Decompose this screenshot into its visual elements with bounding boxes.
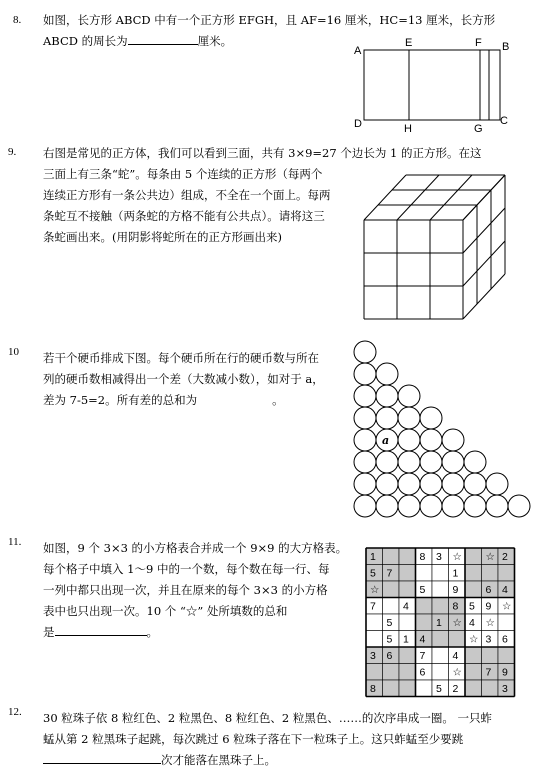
problem-10-number: 10 <box>8 346 19 358</box>
label-h: H <box>404 123 412 135</box>
sudoku-cell <box>416 598 433 615</box>
sudoku-grid <box>366 548 515 697</box>
problem-10-line-1: 若干个硬币排成下图。每个硬币所在行的硬币数与所在 <box>43 351 319 365</box>
coin <box>354 473 376 495</box>
sudoku-cell <box>465 548 482 565</box>
sudoku-given-number: 4 <box>452 650 459 662</box>
label-e: E <box>405 37 413 49</box>
sudoku-given-number: 5 <box>386 617 393 629</box>
problem-12-number: 12. <box>8 706 22 718</box>
sudoku-star-cell: ☆ <box>502 600 512 613</box>
sudoku-cell <box>383 581 400 598</box>
problem-8-line-1: 如图，长方形 ABCD 中有一个正方形 EFGH，且 AF=16 厘米，HC=13 厘米，长方形 <box>43 13 496 27</box>
coin <box>398 385 420 407</box>
problem-10-line-2: 列的硬币数相减得出一个差（大数减小数），如对于 a， <box>43 372 324 386</box>
problem-9-line-1: 右图是常见的正方体，我们可以看到三面，共有 3×9=27 个边长为 1 的正方形。在这 <box>43 146 482 160</box>
sudoku-given-number: 9 <box>485 600 492 613</box>
coin <box>354 385 376 407</box>
label-b: B <box>502 41 510 53</box>
coin <box>420 473 442 495</box>
sudoku-given-number: 7 <box>370 600 376 613</box>
sudoku-star-cell: ☆ <box>452 617 462 629</box>
sudoku-cell <box>399 680 416 697</box>
sudoku-cell <box>432 631 449 648</box>
sudoku-given-number: 4 <box>403 600 409 613</box>
sudoku-star-cell: ☆ <box>452 666 462 679</box>
sudoku-given-number: 4 <box>502 584 508 596</box>
sudoku-cell <box>498 565 515 582</box>
sudoku-given-number: 6 <box>386 650 393 662</box>
sudoku-cell <box>416 680 433 697</box>
coin <box>420 495 442 517</box>
cube-right-line <box>463 175 505 220</box>
sudoku-cell <box>482 565 499 582</box>
coin-label-a: a <box>382 434 390 447</box>
sudoku-cell <box>465 680 482 697</box>
sudoku-cell <box>482 647 499 664</box>
sudoku-cell <box>465 647 482 664</box>
sudoku-cell <box>366 664 383 681</box>
sudoku-given-number: 6 <box>502 633 508 646</box>
sudoku-cell <box>383 680 400 697</box>
coin <box>442 495 464 517</box>
sudoku-given-number: 3 <box>502 683 508 695</box>
problem-11-line-5-text: 是 <box>43 625 55 639</box>
coin <box>508 495 530 517</box>
sudoku-cell <box>366 614 383 631</box>
problem-9-line-2: 三面上有三条“蛇”。每条由 5 个连续的正方形（每两个 <box>43 167 323 181</box>
sudoku-cell <box>465 581 482 598</box>
sudoku-star-cell: ☆ <box>485 617 495 629</box>
sudoku-given-number: 7 <box>485 666 492 679</box>
sudoku-cell <box>432 598 449 615</box>
label-d: D <box>354 118 362 130</box>
sudoku-given-number: 3 <box>370 650 376 662</box>
coin <box>376 407 398 429</box>
coin <box>442 451 464 473</box>
problem-11-line-3: 一列中都只出现一次，并且在原来的每个 3×3 的小方格 <box>43 583 328 597</box>
sudoku-cell <box>432 581 449 598</box>
problem-12-line-1: 30 粒珠子依 8 粒红色、2 粒黑色、8 粒红色、2 粒黑色、……的次序串成一圈。 一只蚱 <box>43 711 492 725</box>
problem-9-line-4: 条蛇互不接触（两条蛇的方格不能有公共点）。请将这三 <box>43 209 325 223</box>
sudoku-cell <box>432 647 449 664</box>
sudoku-cell <box>465 664 482 681</box>
cube-top-line <box>430 175 472 220</box>
sudoku-cell <box>482 680 499 697</box>
sudoku-star-cell: ☆ <box>485 551 495 563</box>
sudoku-cell <box>498 614 515 631</box>
sudoku-given-number: 6 <box>419 666 426 679</box>
problem-12-line-3-text: 次才能落在黑珠子上。 <box>161 753 276 767</box>
sudoku-cell <box>399 548 416 565</box>
cube-right-line <box>463 274 505 319</box>
coin-triangle-figure <box>354 341 530 517</box>
cube-top-line <box>397 175 439 220</box>
sudoku-given-number: 9 <box>452 584 459 596</box>
coin <box>398 407 420 429</box>
sudoku-cell <box>399 581 416 598</box>
sudoku-given-number: 1 <box>403 633 409 646</box>
cube-right-line <box>463 208 505 253</box>
sudoku-given-number: 4 <box>419 633 426 646</box>
coin <box>442 473 464 495</box>
coin <box>398 473 420 495</box>
problem-9-number: 9. <box>8 146 17 158</box>
sudoku-cell <box>399 664 416 681</box>
coin <box>398 429 420 451</box>
coin <box>354 429 376 451</box>
sudoku-given-number: 7 <box>386 567 393 580</box>
rectangle-figure <box>364 50 500 120</box>
problem-11-line-5-end: 。 <box>146 625 158 639</box>
sudoku-cell <box>432 565 449 582</box>
problem-11-line-1: 如图，9 个 3×3 的小方格表合并成一个 9×9 的大方格表。 <box>43 541 348 555</box>
cube-top-line <box>364 175 406 220</box>
sudoku-cell <box>383 664 400 681</box>
problem-9-line-5: 条蛇画出来。(用阴影将蛇所在的正方形画出来) <box>43 230 282 244</box>
coin <box>354 363 376 385</box>
sudoku-given-number: 9 <box>502 666 508 679</box>
sudoku-given-number: 8 <box>419 551 426 563</box>
sudoku-given-number: 8 <box>452 600 459 613</box>
sudoku-cell <box>416 614 433 631</box>
sudoku-given-number: 5 <box>370 567 376 580</box>
sudoku-cell <box>399 647 416 664</box>
coin <box>354 341 376 363</box>
sudoku-given-number: 3 <box>436 551 442 563</box>
sudoku-given-number: 2 <box>452 683 459 695</box>
problem-10-line-3-end: 。 <box>272 393 284 407</box>
coin <box>354 495 376 517</box>
sudoku-cell <box>449 631 466 648</box>
sudoku-cell <box>383 548 400 565</box>
problem-8-line-2-text: ABCD 的周长为 <box>43 34 128 48</box>
coin <box>398 451 420 473</box>
problem-12-line-2: 蜢从第 2 粒黑珠子起跳，每次跳过 6 粒珠子落在下一粒珠子上。这只蚱蜢至少要跳 <box>43 732 464 746</box>
problem-8-line-2-end: 厘米。 <box>197 34 233 48</box>
sudoku-given-number: 2 <box>502 551 508 563</box>
label-f: F <box>475 37 482 49</box>
coin <box>464 473 486 495</box>
sudoku-given-number: 5 <box>436 683 442 695</box>
sudoku-given-number: 1 <box>370 551 376 563</box>
coin <box>442 429 464 451</box>
sudoku-cell <box>416 565 433 582</box>
coin <box>354 451 376 473</box>
sudoku-given-number: 6 <box>485 584 492 596</box>
cube-figure <box>364 175 505 319</box>
sudoku-given-number: 7 <box>419 650 426 662</box>
sudoku-given-number: 4 <box>469 617 475 629</box>
sudoku-star-cell: ☆ <box>370 584 380 596</box>
sudoku-given-number: 3 <box>485 633 492 646</box>
coin <box>376 451 398 473</box>
sudoku-given-number: 8 <box>370 683 376 695</box>
sudoku-given-number: 5 <box>469 600 475 613</box>
sudoku-star-cell: ☆ <box>452 551 462 563</box>
cube-right-line <box>463 241 505 286</box>
sudoku-cell <box>399 565 416 582</box>
sudoku-given-number: 1 <box>452 567 459 580</box>
coin <box>486 495 508 517</box>
coin <box>464 495 486 517</box>
coin <box>464 451 486 473</box>
sudoku-cell <box>465 565 482 582</box>
sudoku-given-number: 5 <box>386 633 393 646</box>
sudoku-cell <box>383 598 400 615</box>
problem-8-number: 8. <box>13 14 22 26</box>
coin <box>398 495 420 517</box>
problem-11-line-2: 每个格子中填入 1～9 中的一个数，每个数在每一行、每 <box>43 562 330 576</box>
coin <box>420 451 442 473</box>
sudoku-given-number: 5 <box>419 584 426 596</box>
coin <box>420 429 442 451</box>
coin <box>376 495 398 517</box>
sudoku-cell <box>399 614 416 631</box>
coin <box>486 473 508 495</box>
sudoku-given-number: 1 <box>436 617 442 629</box>
label-a: A <box>354 45 362 57</box>
coin <box>376 473 398 495</box>
problem-9-line-3: 连续正方形有一条公共边）组成，不全在一个面上。每两 <box>43 188 331 202</box>
coin <box>354 407 376 429</box>
sudoku-cell <box>498 647 515 664</box>
label-g: G <box>474 123 483 135</box>
sudoku-cell <box>432 664 449 681</box>
problem-11-number: 11. <box>8 536 22 548</box>
sudoku-cell <box>366 631 383 648</box>
sudoku-star-cell: ☆ <box>469 633 479 646</box>
coin <box>420 407 442 429</box>
coin <box>376 385 398 407</box>
coin <box>376 363 398 385</box>
problem-10-line-3-text: 差为 7-5=2。所有差的总和为 <box>43 393 198 407</box>
label-c: C <box>500 115 508 127</box>
problem-11-line-4: 表中也只出现一次。10 个 “☆” 处所填数的总和 <box>43 604 288 618</box>
